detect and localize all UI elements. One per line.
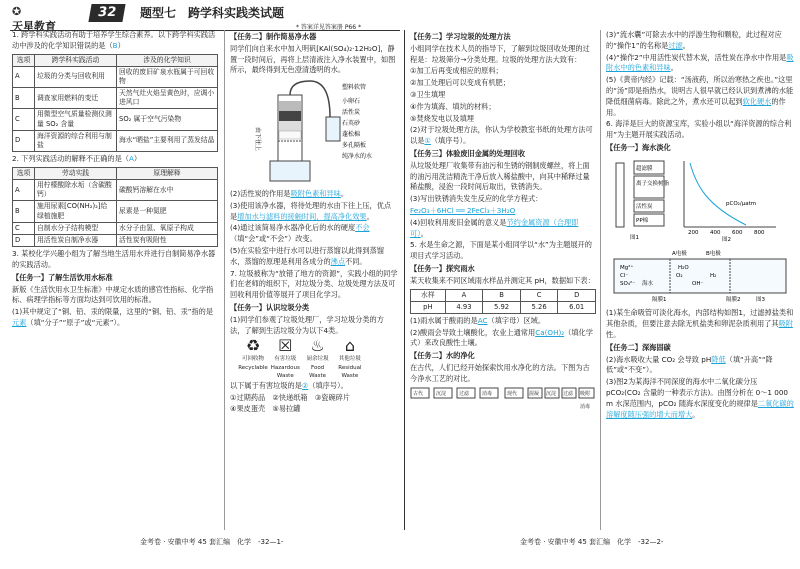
fig3-label: Mg²⁺ [620,264,634,271]
table-header-cell: 选项 [13,54,35,66]
sub-question-answer: Ca(OH)₂ [535,327,565,337]
collection-cup [326,117,340,141]
table-cell: 碳酸钙溶解在水中 [117,180,218,201]
option: ⑤易拉罐 [272,403,301,413]
sub-question [230,381,398,392]
table-row [13,201,218,222]
column-2 [228,30,400,415]
method: ④作为填海、填坑的材料； [410,101,496,111]
table-row [13,109,218,130]
fig2-tick: 200 [688,229,699,236]
fig3-label: B电极 [706,250,721,257]
sub-question-text: （填序号）。 [430,136,471,146]
table-row [13,88,218,109]
sub-question-text: 不同。 [345,256,367,266]
option: ②快递纸箱 [272,392,308,402]
fig3-label: 隔膜2 [726,296,741,303]
fig2-tick: 800 [754,229,765,236]
fig2-tick: 400 [710,229,721,236]
other-waste-icon: ⌂ [344,336,355,356]
question-1-text: 1. 跨学科实践活动有助于培养学生综合素养。以下跨学科实践活动中涉及的化学知识错误的是 [12,30,216,50]
table-cell: 5.26 [520,301,558,313]
table-cell: pH [411,301,446,313]
sub-question-text: (4)“操作2”中用活性炭代替木炭，活性炭在净水中作用是 [606,52,787,62]
question-3: 3. 某校化学兴趣小组为了解当地生活用水并进行自制简易净水器的实践活动。 [12,249,216,269]
task-heading: 【任务一】海水淡化 [606,142,671,152]
side-label: 由下往上 [254,127,261,152]
table-cell: 用柠檬酸除水垢（含碳酸钙） [35,180,117,201]
table-cell: SO₂ 属于空气污染物 [117,109,218,130]
flow-label: 混凝 [529,390,540,397]
method: ①加工后再变成相应的原料； [410,66,503,76]
fig3-label: OH⁻ [692,280,704,287]
test-number-badge: 32 [88,4,125,22]
sub-question-text: (1)某生命吸管可淡化海水，内部结构如图1，过滤掉盐类和其他杂质，但要注意去除无机盐类和卵泥杂质利用了其 [606,308,794,329]
figure-caption: 图3 [756,296,765,303]
diagram-label: 小卵石 [342,98,361,106]
pebble-layer [279,101,301,111]
table-cell: B [13,201,35,222]
sub-question-answer: 软化硬水 [742,96,772,106]
table-cell: A [13,66,35,87]
column-divider [224,30,225,530]
sub-question-text: (4)回收利用废旧金属的意义是 [410,217,507,227]
diagram-label: 石英砂 [342,120,361,128]
waste-category [335,337,365,380]
sub-question-text: （填字母）区域。 [487,315,546,325]
carbon-layer [279,111,301,121]
table-row [13,234,218,246]
sub-question-answer: 降低 [711,354,726,364]
table-1 [12,54,218,153]
page-title: 题型七 跨学科实践类试题 [140,6,285,20]
purification-flow-diagram [410,386,596,416]
sub-question-text: （填“升高”“降低”或“不变”）。 [606,354,773,375]
table-cell: 海洋资源的综合利用与制盐 [35,130,117,151]
table-cell: A [13,180,35,201]
table-row [411,301,596,313]
straw-tube [616,163,624,227]
sub-question [606,355,794,377]
header [0,0,800,33]
sub-question-answer: 吸附 [778,319,793,329]
fig1-label: PP棉 [636,217,649,224]
question-1-answer: B [112,40,118,50]
sub-question-text: （填序号）。 [308,381,348,391]
sub-question-text: (1)雨水属于酸雨的是 [410,315,478,325]
task-heading: 【任务一】探究雨水 [410,263,475,273]
table-cell: D [13,130,35,151]
sub-question-text: （填化学式）来改良酸性土壤。 [410,327,593,348]
table-row [13,180,218,201]
table-cell: 尿素是一种氮肥 [117,201,218,222]
fig2-tick: 600 [732,229,743,236]
sub-question-text: (3)使用该净水器，将待处理的水由下往上压，优点是 [230,200,392,221]
table-cell: B [13,88,35,109]
column-4 [604,30,796,421]
question-2-text: 2. 下列实践活动的解释不正确的是 [12,154,122,164]
waste-icons [238,337,398,380]
sub-question-answer: 沸点 [330,256,346,266]
table-header-cell: 原理解释 [117,167,218,179]
table-cell: 垃圾的分类与回收利用 [35,66,117,87]
table-cell: C [520,289,558,301]
table-cell: C [13,222,35,234]
table-cell: 用微型空气质量检测仪测量 SO₂ 含量 [35,109,117,130]
fig1-layer [634,176,664,198]
waste-category [303,337,333,380]
fig1-label: 离子交换树脂 [636,180,670,187]
task-text: 某天收集来不同区域雨水样品并测定其 pH，数据如下表： [410,275,595,285]
table-cell: 调查家用燃料的变迁 [35,88,117,109]
sub-question-text: (1)其中规定了“铜、铅、汞的限量，这里的“铜、铅、汞”指的是 [12,307,214,317]
sub-question-text: (5)在实验室中进行水可以进行蒸馏以此得到蒸馏水，蒸馏的原理是利用各成分的 [230,245,384,266]
fig2-labels [688,201,765,243]
sub-question-answer: 增加水与滤料的接触时间，提高净化效果 [237,211,367,221]
task-heading: 【任务二】深海固碳 [606,342,671,352]
fig3-label: H₂O [678,264,689,271]
table-cell: 5.92 [483,301,521,313]
option: ③瓷碗碎片 [314,392,351,402]
sub-question: (4)回收利用废旧金属的意义是节约金属资源（合理即可）。 [410,217,579,238]
task-text: 同学们向自来水中加入明矾[KAl(SO₄)₂·12H₂O]，静置一段时间后，再将上层清液注入净水装置中，如图所示，最终得到无色澄清透明的水。 [230,43,396,75]
fig3-label: A电极 [672,250,687,257]
sub-question [410,125,596,147]
table-cell: 4.93 [445,301,483,313]
cotton-layer [279,131,301,139]
sub-question: (3)写出铁锈消失发生反应的化学方程式： [410,194,543,204]
diagram-label: 纯净水的水 [342,153,373,161]
waste-category-label: 有害垃圾 Hazardous Waste [270,356,300,379]
sub-question-answer: 节约金属资源（合理即可） [410,217,579,238]
table-header-cell: 劳动实践 [35,167,117,179]
sub-question: (1)同学们参观了垃圾处理厂，学习垃圾分类的方法，了解到生活垃圾分为以下4类。 [230,314,384,335]
waste-category [238,337,268,372]
table-cell: 天然气灶火焰呈黄色时，应调小进风口 [117,88,218,109]
flow-label: 沉淀 [436,390,447,397]
task-text: 在古代，人们已经开始探索饮用水净化的方法。下图为古今净水工艺的对比。 [410,363,590,383]
sub-question-text: (2)海水吸收大量 CO₂ 会导致 pH [606,354,712,364]
sub-question-answer: 吸附色素和异味 [290,188,341,198]
sub-question-text: 的作用。 [606,96,786,117]
star-logo-icon: ✪ [12,5,22,18]
method: ②加工处理后可以变成有机肥； [410,78,510,88]
fig2-axis-label: pCO₂/μatm [726,200,757,207]
sub-question: (2)活性炭的作用是吸附色素和异味。 [230,188,349,198]
table-header-row [411,289,596,301]
recycle-icon: ♻ [245,336,261,356]
column-divider [600,30,601,530]
waste-category-label: 其他垃圾 Residual Waste [338,356,362,379]
table-header-cell: 涉及的化学知识 [117,54,218,66]
fig1-label: 活性炭 [636,203,653,210]
footer-left: 金考卷 · 安徽中考 45 套汇编 化学 -32—1- [140,538,284,546]
kitchen-waste-icon: ♨ [310,336,325,356]
table-cell: B [483,289,521,301]
sub-question: (3)使用该净水器，将待处理的水由下往上压，优点是增加水与滤料的接触时间，提高净化效果。 [230,200,392,221]
flow-label: 过滤 [459,390,470,397]
table-cell: 水分子由氢、氧原子构成 [117,222,218,234]
waste-category-label: 厨余垃圾 Food Waste [306,356,329,379]
flow-label: 吸附 [580,390,591,397]
sub-question-text: 性。 [606,329,621,339]
flow-label: 沉淀 [546,390,557,397]
figure-3-electrolysis [606,247,794,305]
column-3 [408,30,598,419]
sub-question-text: (3)“流水囊”可除去水中的浮游生物和颗粒，此过程对应的“操作1”的名称是 [606,30,782,50]
sub-question-text: (2)活性炭的作用是 [230,188,291,198]
sub-question [606,75,794,118]
sub-question-text: （填“会”或“不会”）改变。 [230,234,317,244]
flow-label: 过滤 [563,390,574,397]
sub-question-answer: 吸附水中的色素和异味 [606,52,794,73]
diagram-label: 蓬松棉 [342,131,361,139]
fig1-layers [630,161,670,241]
fig3-label: 海水 [642,280,654,287]
sub-question-text: 以下属于有害垃圾的是 [230,381,302,391]
answer-reference: * 答案详见答案册 P66 * [296,24,361,31]
table-header-cell: 选项 [13,167,35,179]
sub-question-text: (5)《黄帝内经》记载：“汤液药，所以治寒热之疾也。”这里的“汤”即是指热水，说明古人很早就已经认识到煮沸的水能降低细菌病毒。除此之外，煮水还可以起到 [606,75,794,106]
electrolysis-cell [614,259,786,293]
table-cell: 海水“晒盐”主要利用了蒸发结晶 [117,130,218,151]
sub-question-text: （填“分子”“原子”或“元素”）。 [26,317,125,327]
sub-question-text: (3)图2为某海洋不同深度的海水中二氧化碳分压 pCO₂(CO₂ 含量的一种表示方法)。由图分析在 0～1 000 m 水深范围内，pCO₂ 随海水深度变化的规律是 [606,377,789,408]
table-cell: A [445,289,483,301]
table-cell: 施用尿素[CO(NH₂)₂]给绿植施肥 [35,201,117,222]
fig3-label: O₂ [676,272,683,279]
fig1-label: 超滤膜 [636,165,653,172]
task-text: 小组同学在技术人员的指导下，了解到垃圾回收处理的过程是：垃圾筛分→分类处理。垃圾的处理方法大致有： [410,43,590,64]
sub-question-text: (2)酸雨会导致土壤酸化，农业上通常用 [410,327,536,337]
task-heading: 【任务一】了解生活饮用水标准 [12,272,113,282]
sub-question-answer: 不会 [355,223,370,233]
sub-question: (3)“流水囊”可除去水中的浮游生物和颗粒，此过程对应的“操作1”的名称是过滤。 [606,30,782,50]
task-heading: 【任务二】水的净化 [410,351,475,361]
question-5: 5. 水是生命之源，下面是某小组同学以“水”为主题展开的项目式学习活动。 [410,240,592,261]
table-cell: 水样 [411,289,446,301]
table-header-row [13,167,218,179]
question-7: 7. 垃圾被称为“放错了地方的资源”，实践小组的同学们在老师的组织下，对垃圾分类、垃圾处理方法及可回收利用价值等展开了项目化学习。 [230,268,398,300]
sub-question-answer: ② [301,381,309,391]
diagram-label: 活性炭 [342,109,361,117]
fig3-label: H₂ [710,272,717,279]
sub-question [12,307,218,329]
fig3-label: 隔膜1 [652,296,667,303]
option: ④果皮蛋壳 [230,403,266,413]
flow-label: 古代 [413,390,424,397]
sub-question [230,223,398,245]
table-2 [12,167,218,247]
column-1 [10,30,220,330]
question-6: 6. 海洋是巨大的资源宝库，实验小组以“海洋资源的综合利用”为主题开展实践活动。 [606,119,792,140]
sub-question [410,328,596,350]
ph-table [410,289,596,314]
waste-category-label: 可回收物 Recyclable [238,356,268,371]
table-header-cell: 跨学科实践活动 [35,54,117,66]
diagram-labels [342,83,372,160]
table-row [13,222,218,234]
water-basin [270,161,310,181]
fig3-label: SO₄²⁻ [620,280,636,287]
sub-question [230,246,398,268]
sub-question-text: (4)通过该简易净水器净化后的水的硬度 [230,223,356,233]
task-heading: 【任务二】学习垃圾的处理方法 [410,32,511,41]
table-cell: D [558,289,596,301]
table-cell: 自制水分子结构模型 [35,222,117,234]
task-heading: 【任务二】制作简易净水器 [230,32,317,41]
task-text: 从垃圾处理厂收集带有油污和生锈的钢制废螺丝，将上面的油污用洗洁精洗干净后放入稀盐酸中，向其中稀释过量稀盐酸，浸泡一段时间后取出，铁锈消失。 [410,160,590,192]
sub-question-answer: 二氧化碳的溶解度随压强的增大而增大 [606,398,794,419]
table-cell: 活性炭有吸附性 [117,234,218,246]
figure-caption: 图1 [630,234,639,241]
table-row [13,66,218,87]
task-heading: 【任务一】认识垃圾分类 [230,302,310,312]
method: ⑤焚烧发电以及填埋 [410,113,474,123]
page-divider [404,30,405,530]
sub-question-answer: ① [424,136,431,146]
flow-label: 消毒 [580,403,591,410]
question-2-answer: A [128,154,134,164]
option: ①过期药品 [230,392,266,402]
task-text: 新版《生活饮用水卫生标准》中规定水质的感官性指标、化学指标、病理学指标等方面均达到可饮用的标准。 [12,284,214,305]
diagram-label: 塑料软管 [342,84,367,92]
table-cell: 用活性炭自制净水器 [35,234,117,246]
question-1: 1. 跨学科实践活动有助于培养学生综合素养。以下跨学科实践活动中涉及的化学知识错误的是（B） [12,30,216,50]
logo [12,4,82,33]
sub-question [606,308,794,340]
logo-text: 天星教育 [12,19,56,33]
sub-question: (3)图2为某海洋不同深度的海水中二氧化碳分压 pCO₂(CO₂ 含量的一种表示方法)。由图分析在 0～1 000 m 水深范围内，pCO₂ 随海水深度变化的规律是二氧化碳的溶解度随压强的增大而增大。 [606,377,794,419]
footer-right: 金考卷 · 安徽中考 45 套汇编 化学 -32—2- [520,538,664,546]
sub-question-answer: AC [477,315,488,325]
table-row [13,130,218,151]
figure-caption: 图2 [722,236,731,243]
water-filter-diagram [230,77,398,185]
waste-category [270,337,300,380]
table-header-row [13,54,218,66]
sub-question-answer: Fe₂O₃＋6HCl ══ 2FeCl₃＋3H₂O [410,205,516,215]
table-cell: C [13,109,35,130]
diagram-label: 多孔隔板 [342,142,367,150]
options [230,393,398,415]
hazardous-icon: ☒ [278,336,293,356]
sub-question [410,316,596,327]
flow-label: 消毒 [482,390,493,397]
sub-question: (4)“操作2”中用活性炭代替木炭，活性炭在净水中作用是吸附水中的色素和异味。 [606,52,794,73]
fig2-curve [690,163,746,225]
fig3-label: Cl⁻ [620,272,629,279]
figures-1-2 [606,155,794,243]
method: ③卫生填埋 [410,89,446,99]
table-cell: 6.01 [558,301,596,313]
sub-question-text: (2)对于垃圾处理方法，你认为学校教室书纸的处理方法可以是 [410,125,593,146]
sand-layer [279,121,301,131]
task-heading: 【任务三】体验废旧金属的处理回收 [410,148,526,158]
flow-label: 现代 [507,390,518,397]
question-2: 2. 下列实践活动的解释不正确的是（A） [12,154,142,164]
flow-labels [413,390,590,410]
sub-question-answer: 元素 [12,317,27,327]
table-cell: D [13,234,35,246]
sub-question-answer: 过滤 [668,40,683,50]
table-cell: 回收的废旧矿泉水瓶属于可回收物 [117,66,218,87]
